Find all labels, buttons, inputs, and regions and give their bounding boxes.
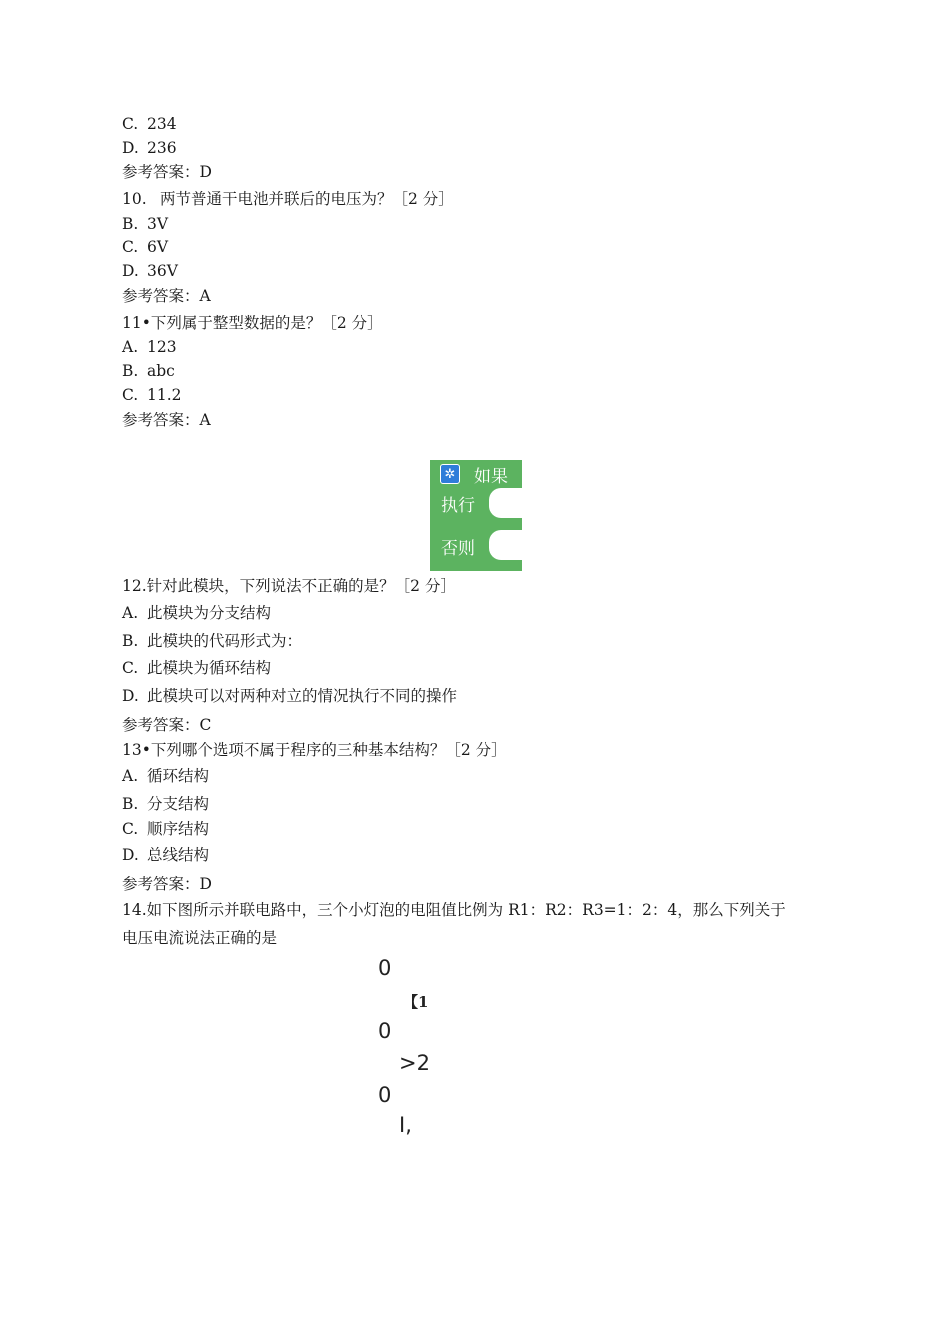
q9-option-c [122, 114, 177, 134]
option-text: 3V [147, 215, 169, 233]
figure-text-3: 0 [378, 1019, 392, 1043]
option-text: 6V [147, 238, 169, 256]
option-letter: C. [122, 386, 139, 404]
option-text: 此模块为分支结构 [147, 604, 272, 622]
q12-question: 12.针对此模块，下列说法不正确的是？［2 分］ [122, 577, 456, 595]
q12-option-a [122, 603, 271, 623]
q10-option-c [122, 237, 168, 257]
option-letter: B. [122, 215, 139, 233]
option-letter: A. [122, 604, 139, 622]
option-letter: A. [122, 767, 139, 785]
option-text: 此模块为循环结构 [147, 659, 272, 677]
q9-option-d [122, 138, 177, 158]
q10-question [122, 189, 454, 209]
q11-option-a [122, 337, 177, 357]
option-letter: D. [122, 687, 139, 705]
question-number: 10. [122, 190, 147, 208]
option-text: 36V [147, 262, 178, 280]
block-else-slot [489, 530, 522, 560]
option-text: 循环结构 [147, 767, 210, 785]
block-do-label: 执行 [441, 496, 475, 516]
q10-answer: 参考答案：A [122, 287, 211, 305]
option-letter: B. [122, 362, 139, 380]
figure-text-4: >2 [399, 1051, 430, 1075]
option-letter: C. [122, 820, 139, 838]
option-letter: A. [122, 338, 139, 356]
option-letter: D. [122, 139, 139, 157]
figure-text-5: 0 [378, 1083, 392, 1107]
q14-question-line2: 电压电流说法正确的是 [122, 929, 278, 947]
option-letter: C. [122, 659, 139, 677]
option-letter: C. [122, 115, 139, 133]
option-text: abc [147, 362, 175, 380]
option-text: 236 [147, 139, 177, 157]
q13-option-c [122, 819, 209, 839]
option-text: 123 [147, 338, 177, 356]
block-if-label: 如果 [474, 467, 508, 487]
option-text: 总线结构 [147, 846, 210, 864]
option-text: 此模块的代码形式为： [147, 632, 303, 650]
option-letter: D. [122, 846, 139, 864]
q13-option-d [122, 845, 209, 865]
option-text: 234 [147, 115, 177, 133]
option-text: 11.2 [147, 386, 182, 404]
option-letter: D. [122, 262, 139, 280]
gear-icon: ✲ [440, 464, 460, 484]
q10-option-d [122, 261, 178, 281]
figure-text-6: I, [399, 1113, 412, 1137]
option-letter: B. [122, 795, 139, 813]
figure-text-1: 0 [378, 956, 392, 980]
q12-option-d [122, 686, 457, 706]
q13-answer: 参考答案：D [122, 875, 212, 893]
q9-answer: 参考答案：D [122, 163, 212, 181]
q11-answer: 参考答案：A [122, 411, 211, 429]
option-text: 顺序结构 [147, 820, 210, 838]
q11-option-c [122, 385, 182, 405]
q12-answer: 参考答案：C [122, 716, 212, 734]
figure-text-2: 【1 [403, 993, 429, 1011]
q14-question-line1: 14.如下图所示并联电路中，三个小灯泡的电阻值比例为 R1：R2：R3=1：2：4，那么下列关于 [122, 901, 786, 919]
q13-question: 13•下列哪个选项不属于程序的三种基本结构？［2 分］ [122, 741, 507, 759]
q11-question: 11•下列属于整型数据的是？［2 分］ [122, 314, 383, 332]
option-text: 此模块可以对两种对立的情况执行不同的操作 [147, 687, 458, 705]
q12-option-b [122, 631, 302, 651]
q10-option-b [122, 214, 168, 234]
option-letter: B. [122, 632, 139, 650]
q13-option-a [122, 766, 209, 786]
option-letter: C. [122, 238, 139, 256]
block-do-slot [489, 488, 522, 518]
question-text: 两节普通干电池并联后的电压为？［2 分］ [160, 190, 454, 208]
q13-option-b [122, 794, 209, 814]
q12-option-c [122, 658, 271, 678]
q11-option-b [122, 361, 175, 381]
block-else-label: 否则 [441, 539, 475, 559]
option-text: 分支结构 [147, 795, 210, 813]
if-else-block-image [430, 460, 522, 571]
